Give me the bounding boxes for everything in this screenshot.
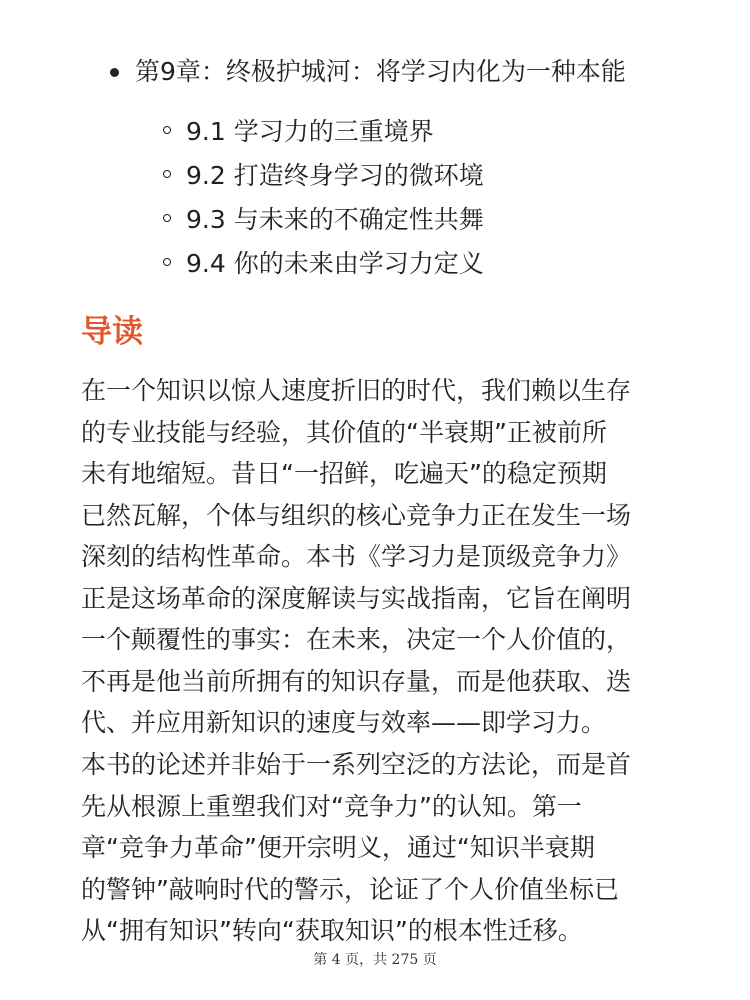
paragraph-line: 先从根源上重塑我们对“竞争力”的认知。第一	[81, 791, 582, 821]
bullet-circle-icon	[163, 170, 171, 178]
paragraph-line: 的专业技能与经验，其价值的“半衰期”正被前所	[81, 417, 607, 447]
bullet-disc-icon	[110, 68, 119, 77]
paragraph-second	[81, 744, 631, 952]
section-list-item	[163, 152, 484, 196]
bullet-circle-icon	[163, 258, 171, 266]
paragraph-line: 从“拥有知识”转向“获取知识”的根本性迁移。	[81, 916, 583, 945]
bullet-circle-icon	[163, 126, 171, 134]
paragraph-line: 正是这场革命的深度解读与实战指南，它旨在阐明	[81, 583, 632, 613]
chapter-title: 第9章：终极护城河：将学习内化为一种本能	[135, 57, 626, 86]
chapter-list-item	[110, 52, 626, 92]
paragraph-line: 已然瓦解，个体与组织的核心竞争力正在发生一场	[81, 500, 632, 530]
section-title: 9.3 与未来的不确定性共舞	[186, 205, 484, 234]
paragraph-line: 代、并应用新知识的速度与效率——即学习力。	[81, 708, 607, 737]
paragraph-intro	[81, 370, 631, 744]
page-footer: 第 4 页，共 275 页	[313, 952, 437, 968]
section-title: 9.4 你的未来由学习力定义	[186, 249, 484, 278]
section-list-item	[163, 196, 484, 240]
section-list-item	[163, 240, 484, 284]
paragraph-line: 在一个知识以惊人速度折旧的时代，我们赖以生存	[81, 376, 632, 405]
paragraph-line: 未有地缩短。昔日“一招鲜，吃遍天”的稳定预期	[81, 459, 607, 488]
paragraph-line: 深刻的结构性革命。本书《学习力是顶级竞争力》	[81, 542, 632, 571]
paragraph-line: 的警钟”敲响时代的警示，论证了个人价值坐标已	[81, 874, 619, 904]
section-title: 9.2 打造终身学习的微环境	[186, 161, 484, 190]
bullet-circle-icon	[163, 214, 171, 222]
section-title: 9.1 学习力的三重境界	[186, 117, 434, 146]
paragraph-line: 本书的论述并非始于一系列空泛的方法论，而是首	[81, 750, 632, 779]
paragraph-line: 一个颠覆性的事实：在未来，决定一个人价值的，	[81, 625, 632, 654]
paragraph-line: 不再是他当前所拥有的知识存量，而是他获取、迭	[81, 666, 632, 696]
section-list-item	[163, 108, 484, 152]
section-heading: 导读	[81, 314, 143, 350]
section-list	[163, 108, 484, 284]
paragraph-line: 章“竞争力革命”便开宗明义，通过“知识半衰期	[81, 833, 595, 862]
